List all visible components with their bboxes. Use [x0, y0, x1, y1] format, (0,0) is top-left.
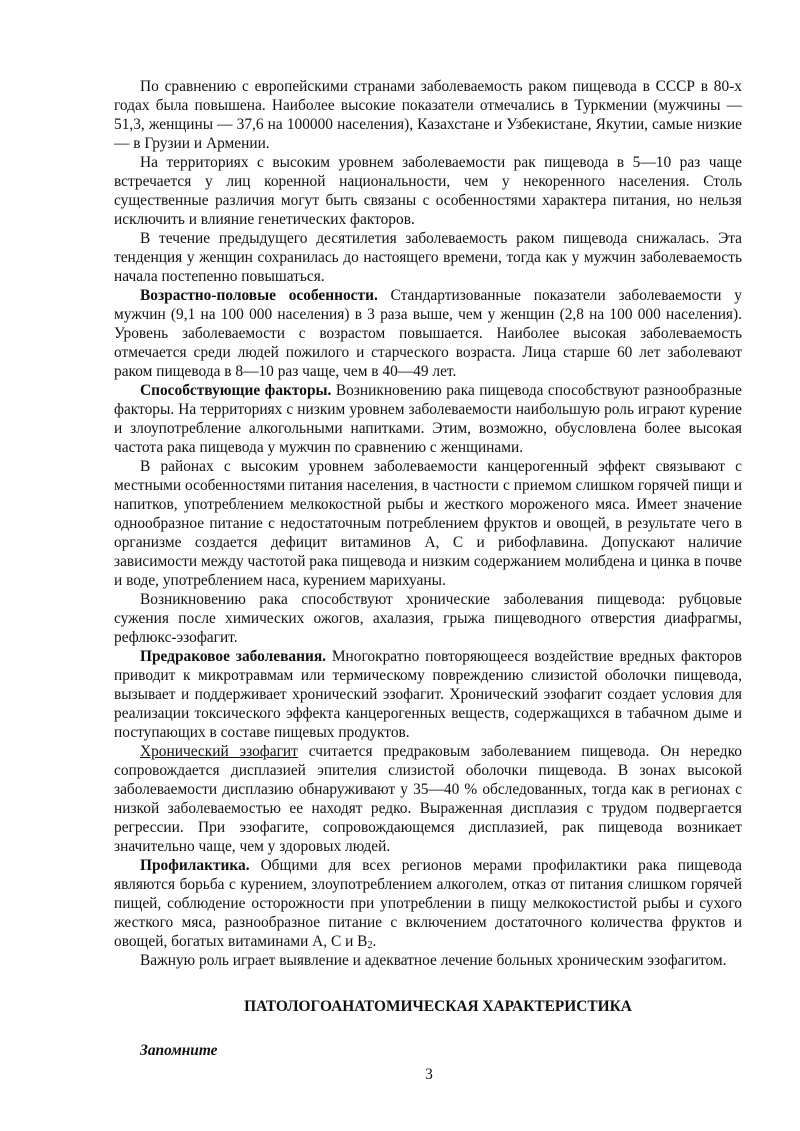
text-prevention: Общими для всех регионов мерами профилактики рака пищевода являются борьба с курением, злоупотреблением алкоголем, отказ от питания слишком горячей пищей, соблюдение осторожности при употреблении в пищу мелкокостистой рыбы и сухого жесткого мяса, разнообразное питание с включением достаточного количества фруктов и овощей, богатых витаминами А, С и В	[114, 857, 742, 950]
heading-prevention: Профилактика.	[140, 857, 250, 874]
paragraph-chronic-diseases: Возникновению рака способствуют хронические заболевания пищевода: рубцовые сужения после химических ожогов, ахалазия, грыжа пищеводного отверстия диафрагмы, рефлюкс-эзофагит.	[114, 591, 742, 646]
paragraph-precancer	[114, 647, 742, 742]
paragraph-risk-factors	[114, 381, 742, 457]
text-risk-factors: Возникновению рака пищевода способствуют разнообразные факторы. На территориях с низким уровнем заболеваемости наибольшую роль играют курение и злоупотребление алкогольными напитками. Этим, возможно, обусловлена более высокая частота рака пищевода у мужчин по сравнению с женщинами.	[114, 382, 742, 456]
text-age-sex: Стандартизованные показатели заболеваемости у мужчин (9,1 на 100 000 населения) в 3 раза выше, чем у женщин (2,8 на 100 000 населения). Уровень заболеваемости с возрастом повышается. Наиболее высокая заболеваемость отмечается среди людей пожилого и старческого возраста. Лица старше 60 лет заболевают раком пищевода в 8—10 раз чаще, чем в 40—49 лет.	[114, 287, 743, 380]
paragraph-incidence-ussr: По сравнению с европейскими странами заболеваемость раком пищевода в СССР в 80-х годах была повышена. Наиболее высокие показатели отмечались в Туркмении (мужчины — 51,3, женщины — 37,6 на 100000 населения), Казахстане и Узбекистане, Якутии, самые низкие — в Грузии и Армении.	[114, 78, 742, 152]
page-number: 3	[425, 1066, 433, 1083]
paragraph-native-population: На территориях с высоким уровнем заболеваемости рак пищевода в 5—10 раз чаще встречается у лиц коренной национальности, чем у некоренного населения. Столь существенные различия могут быть связаны с особенностями характера питания, но нельзя исключить и влияние генетических факторов.	[114, 154, 742, 228]
esophagitis-link[interactable]: Хронический эзофагит	[140, 743, 298, 760]
document-body	[114, 77, 742, 1060]
section-title: ПАТОЛОГОАНАТОМИЧЕСКАЯ ХАРАКТЕРИСТИКА	[244, 998, 632, 1015]
text-precancer: Многократно повторяющееся воздействие вредных факторов приводит к микротравмам или термическому повреждению слизистой оболочки пищевода, вызывает и поддерживает хронический эзофагит. Хронический эзофагит создает условия для реализации токсического эффекта канцерогенных веществ, содержащихся в табачном дыме и поступающих в составе пищевых продуктов.	[114, 648, 742, 741]
text-esophagitis: считается предраковым заболеванием пищевода. Он нередко сопровождается дисплазией эпителия слизистой оболочки пищевода. В зонах высокой заболеваемости дисплазию обнаруживают у 35—40 % обследованных, тогда как в регионах с низкой заболеваемостью ее находят редко. Выраженная дисплазия с трудом подвергается регрессии. При эзофагите, сопровождающемся дисплазией, рак пищевода возникает значительно чаще, чем у здоровых людей.	[114, 743, 742, 855]
paragraph-prevention	[114, 856, 742, 951]
paragraph-esophagitis	[114, 742, 742, 856]
paragraph-diet-factors: В районах с высоким уровнем заболеваемости канцерогенный эффект связывают с местными особенностями питания населения, в частности с приемом слишком горячей пищи и напитков, употреблением мелкокостной рыбы и жесткого мороженого мяса. Имеет значение однообразное питание с недостаточным потреблением фруктов и овощей, в результате чего в организме создается дефицит витаминов А, С и рибофлавина. Допускают наличие зависимости между частотой рака пищевода и низким содержанием молибдена и цинка в почве и воде, употреблением наса, курением марихуаны.	[114, 458, 742, 589]
remember-label: Запомните	[140, 1042, 218, 1059]
paragraph-trend: В течение предыдущего десятилетия заболеваемость раком пищевода снижалась. Эта тенденция у женщин сохранилась до настоящего времени, тогда как у мужчин заболеваемость начала постепенно повышаться.	[114, 230, 742, 285]
subscript-b2: 2	[367, 940, 373, 951]
text-prevention-end: .	[372, 933, 377, 950]
paragraph-age-sex	[114, 286, 742, 381]
paragraph-treatment: Важную роль играет выявление и адекватное лечение больных хроническим эзофагитом.	[140, 952, 727, 969]
heading-age-sex: Возрастно-половые особенности.	[140, 287, 378, 304]
heading-precancer: Предраковое заболевания.	[140, 648, 327, 665]
heading-risk-factors: Способствующие факторы.	[140, 382, 332, 399]
